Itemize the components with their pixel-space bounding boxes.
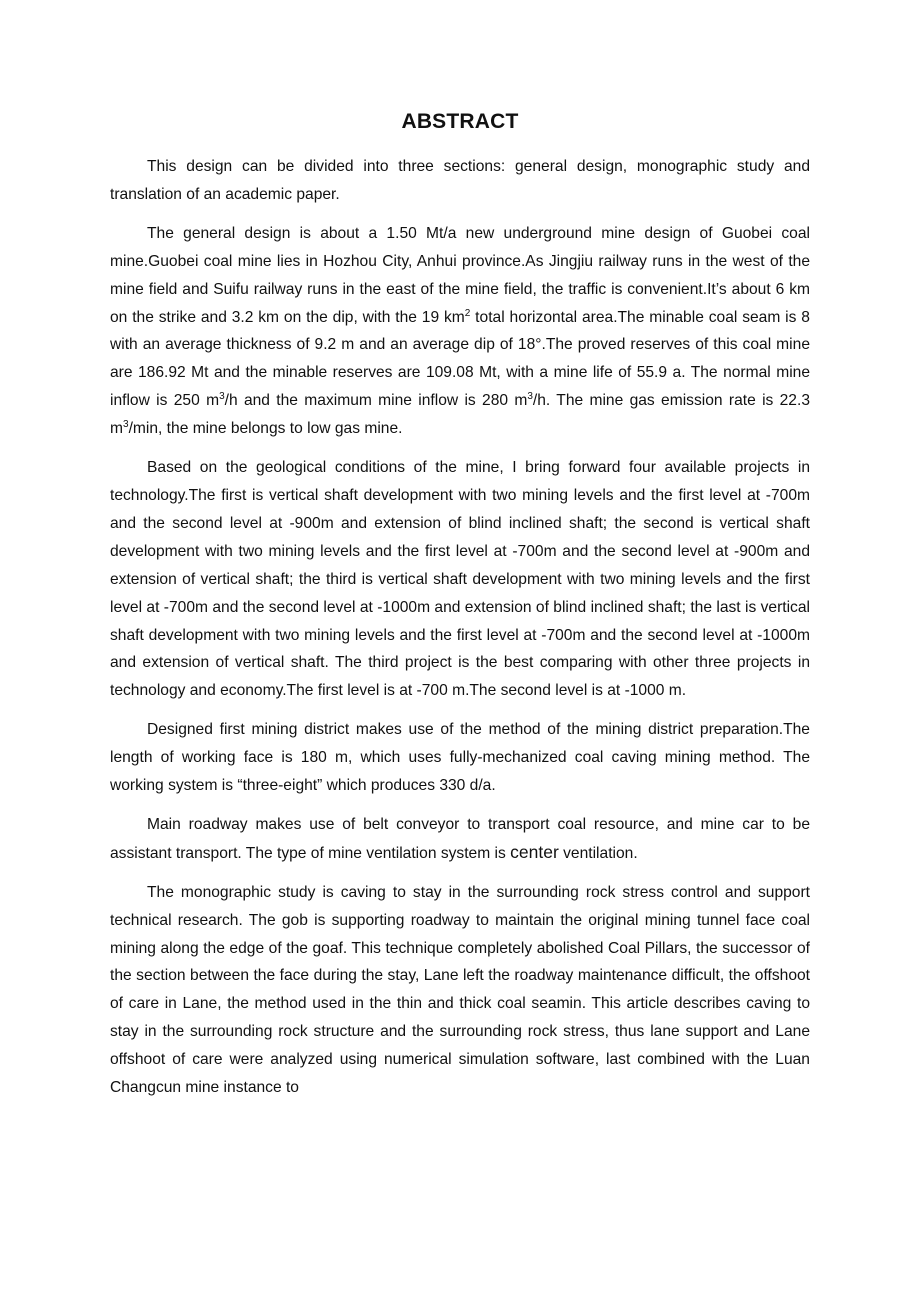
paragraph-transport-text-c: ventilation.: [558, 844, 638, 862]
paragraph-mining-district: Designed first mining district makes use of the method of the mining district preparation.The length of working face is 180 m, which uses fully-mechanized coal caving mining method. The working system is “three-eight” which produces 330 d/a.: [110, 721, 810, 795]
superscript-cubed: 3: [219, 391, 225, 403]
abstract-body: [110, 153, 810, 1113]
paragraph-general-design-text-e: /min, the mine belongs to low gas mine.: [128, 420, 403, 438]
paragraph-transport-center-word: center: [510, 841, 559, 862]
paragraph-transport-text-a: Main roadway makes use of belt conveyor to transport coal resource, and mine car to be assistant transport. The type of mine ventilation system is: [110, 815, 810, 862]
paragraph-monographic-study: The monographic study is caving to stay in the surrounding rock stress control and support technical research. The gob is supporting roadway to maintain the original mining tunnel face coal mining along the edge of the goaf. This technique completely abolished Coal Pillars, the successor of the section between the face during the stay, Lane left the roadway maintenance difficult, the offshoot of care in Lane, the method used in the thin and thick coal seamin. This article describes caving to stay in the surrounding rock structure and the surrounding rock stress, thus lane support and Lane offshoot of care were analyzed using numerical simulation software, last combined with the Luan Changcun mine instance to: [110, 883, 810, 1097]
paragraph-transport: [110, 811, 810, 868]
superscript-squared: 2: [464, 307, 471, 319]
paragraph-general-design-text-c: /h and the maximum mine inflow is 280 m: [224, 392, 528, 410]
paragraph-general-design-text-d: /h. The mine gas emission rate is 22.3 m: [110, 392, 810, 438]
page-title: ABSTRACT: [401, 110, 519, 133]
paragraph-overview: This design can be divided into three sections: general design, monographic study and translation of an academic paper.: [110, 158, 810, 203]
superscript-cubed: 3: [527, 391, 533, 403]
superscript-cubed: 3: [123, 419, 129, 431]
paragraph-general-design-text-a: The general design is about a 1.50 Mt/a new underground mine design of Guobei coal mine.Guobei coal mine lies in Hozhou City, Anhui province.As Jingjiu railway runs in the west of the mine field and Suifu railway runs in the east of the mine field, the traffic is convenient.It’s about 6 km on the strike and 3.2 km on the dip, with the 19 km: [110, 224, 810, 326]
paragraph-projects: Based on the geological conditions of the mine, I bring forward four available projects in technology.The first is vertical shaft development with two mining levels and the first level at -700m and the second level at -900m and extension of blind inclined shaft; the second is vertical shaft development with two mining levels and the first level at -700m and the second level at -900m and extension of vertical shaft; the third is vertical shaft development with two mining levels and the first level at -700m and the second level at -1000m and extension of blind inclined shaft; the last is vertical shaft development with two mining levels and the first level at -700m and the second level at -1000m and extension of vertical shaft. The third project is the best comparing with other three projects in technology and economy.The first level is at -700 m.The second level is at -1000 m.: [110, 459, 810, 700]
paragraph-general-design-text-b: total horizontal area.The minable coal seam is 8 with an average thickness of 9.2 m and an average dip of 18°.The proved reserves of this coal mine are 186.92 Mt and the minable reserves are 109.08 Mt, with a mine life of 55.9 a. The normal mine inflow is 250 m: [110, 308, 810, 410]
paragraph-general-design: [110, 220, 810, 443]
